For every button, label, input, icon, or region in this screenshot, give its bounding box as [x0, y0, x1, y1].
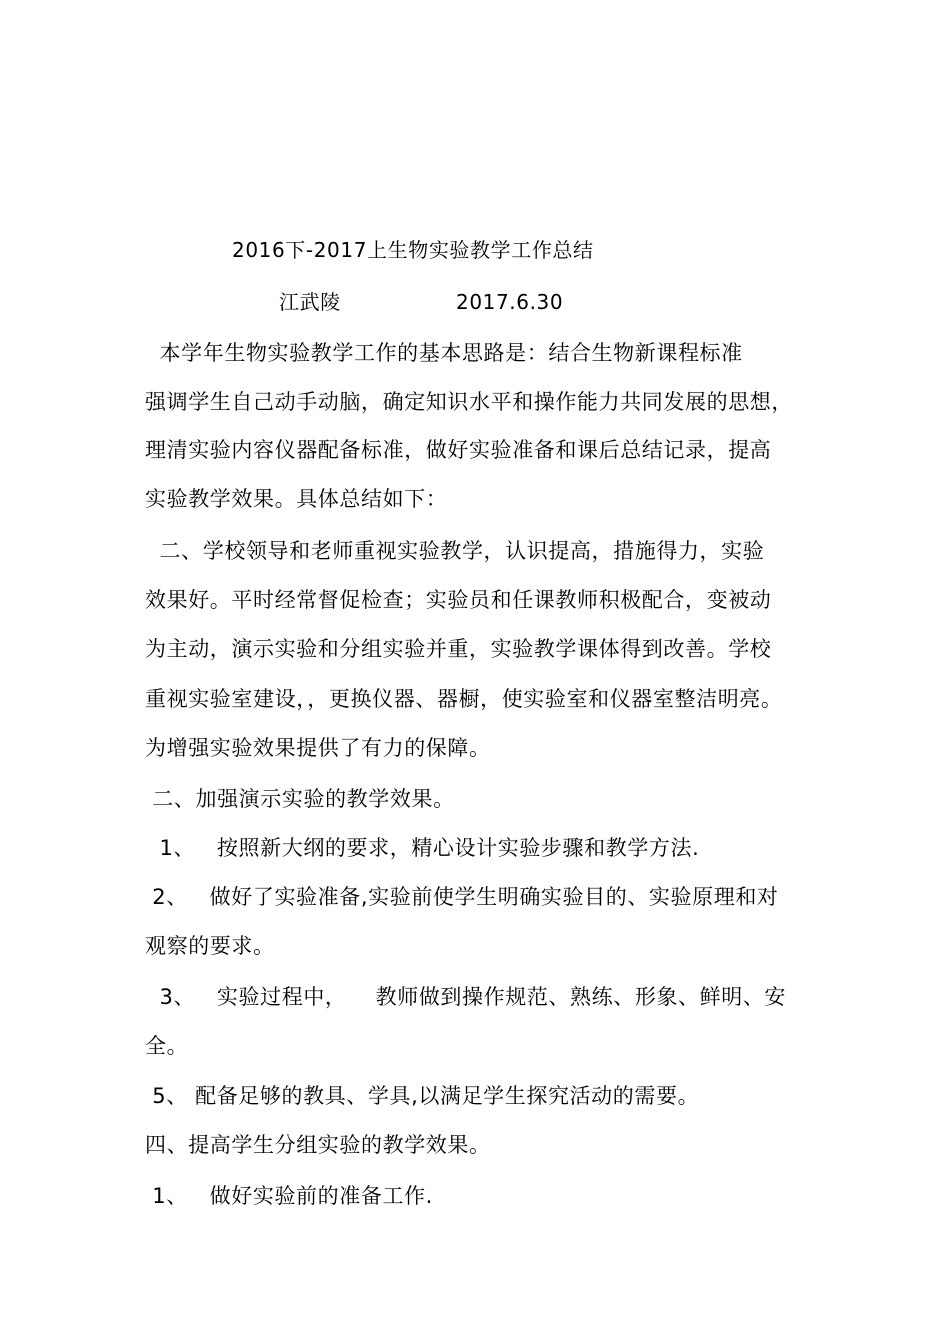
section-heading: 四、提高学生分组实验的教学效果。 [145, 1133, 491, 1157]
list-item-continuation: 观察的要求。 [145, 934, 275, 958]
list-item: 1、 做好实验前的准备工作. [145, 1184, 433, 1208]
paragraph-line: 为增强实验效果提供了有力的保障。 [145, 736, 491, 760]
document-date: 2017.6.30 [456, 290, 564, 314]
paragraph-line: 为主动，演示实验和分组实验并重，实验教学课体得到改善。学校 [145, 637, 772, 661]
list-item: 1、 按照新大纲的要求，精心设计实验步骤和教学方法. [145, 836, 700, 860]
paragraph-line: 实验教学效果。具体总结如下： [145, 487, 448, 511]
paragraph-line: 效果好。平时经常督促检查；实验员和任课教师积极配合，变被动 [145, 588, 772, 612]
paragraph-line: 强调学生自己动手动脑，确定知识水平和操作能力共同发展的思想， [145, 390, 793, 414]
list-item: 5、 配备足够的教具、学具,以满足学生探究活动的需要。 [145, 1084, 700, 1108]
paragraph-line: 理清实验内容仪器配备标准，做好实验准备和课后总结记录，提高 [145, 438, 772, 462]
author-name: 江武陵 [279, 290, 341, 314]
list-item: 3、 实验过程中， 教师做到操作规范、熟练、形象、鲜明、安 [145, 985, 787, 1009]
paragraph-line: 二、学校领导和老师重视实验教学，认识提高，措施得力，实验 [145, 539, 765, 563]
list-item-continuation: 全。 [145, 1034, 189, 1058]
paragraph-line: 重视实验室建设，，更换仪器、器橱，使实验室和仪器室整洁明亮。 [145, 687, 783, 711]
paragraph-line: 本学年生物实验教学工作的基本思路是：结合生物新课程标准 [145, 341, 743, 365]
section-heading: 二、加强演示实验的教学效果。 [145, 787, 455, 811]
list-item: 2、 做好了实验准备,实验前使学生明确实验目的、实验原理和对 [145, 885, 779, 909]
document-title: 2016下-2017上生物实验教学工作总结 [232, 238, 594, 262]
